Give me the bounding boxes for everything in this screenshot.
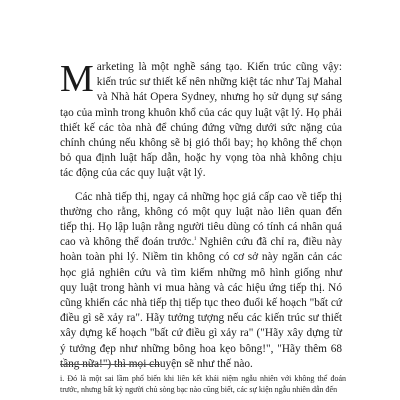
paragraph-1 — [60, 60, 342, 182]
page-body — [60, 60, 342, 372]
paragraph-1-text: arketing là một nghề sáng tạo. Kiến trúc cũng vậy: kiến trúc sư thiết kế nên những kiệt tác như Taj Mahal và Nhà hát Opera Sydney, nhưng họ sử dụng sự sáng tạo của mình trong khuôn khổ của các quy luật vật lý. Họ phải thiết kế các tòa nhà để chúng đứng vững dưới sức nặng của chính chúng nếu không sẽ bị gió thổi bay; họ không thể chọn bỏ qua định luật hấp dẫn, hoặc hy vọng tòa nhà không chịu tác động của các quy luật vật lý. — [60, 61, 342, 180]
drop-cap: M — [60, 58, 94, 100]
paragraph-2-text-b: Nghiên cứu đã chỉ ra, điều này hoàn toàn phi lý. Niềm tin không có cơ sở này ngăn cản các học giả nghiên cứu và tìm kiếm những mô hình giống như quy luật trong hành vi mua hàng và các hiệu ứng tiếp thị. Nó cũng khiến các nhà tiếp thị tiếp tục theo đuổi kế hoạch "bất cứ điều gì sẽ xảy ra". Hãy tưởng tượng nếu các kiến trúc sư thiết xây dựng kế hoạch "bất cứ điều gì xảy ra" ("Hãy xây dựng từ ý tưởng đẹp như những bông hoa kẹo bông!", "Hãy thêm 68 tầng nữa!") thì mọi chuyện sẽ như thế nào. — [60, 236, 342, 370]
footnote-marker[interactable]: i — [194, 236, 197, 243]
footnote-divider — [60, 364, 160, 365]
paragraph-2-text-a: Các nhà tiếp thị, ngay cả những học giả cấp cao về tiếp thị thường cho rằng, không có một quy luật nào liên quan đến tiếp thị. Họ lập luận rằng người tiêu dùng có tính cá nhân quá cao và không thể đoán trước. — [60, 190, 342, 249]
footnote: i. Đó là một sai lầm phổ biến khi liên kết khái niệm ngẫu nhiên với không thể đoán trước, nhưng bất kỳ người chủ sòng bạc nào cũng biết, các sự kiện ngẫu nhiên dẫn đến — [60, 374, 346, 394]
paragraph-2 — [60, 190, 342, 372]
